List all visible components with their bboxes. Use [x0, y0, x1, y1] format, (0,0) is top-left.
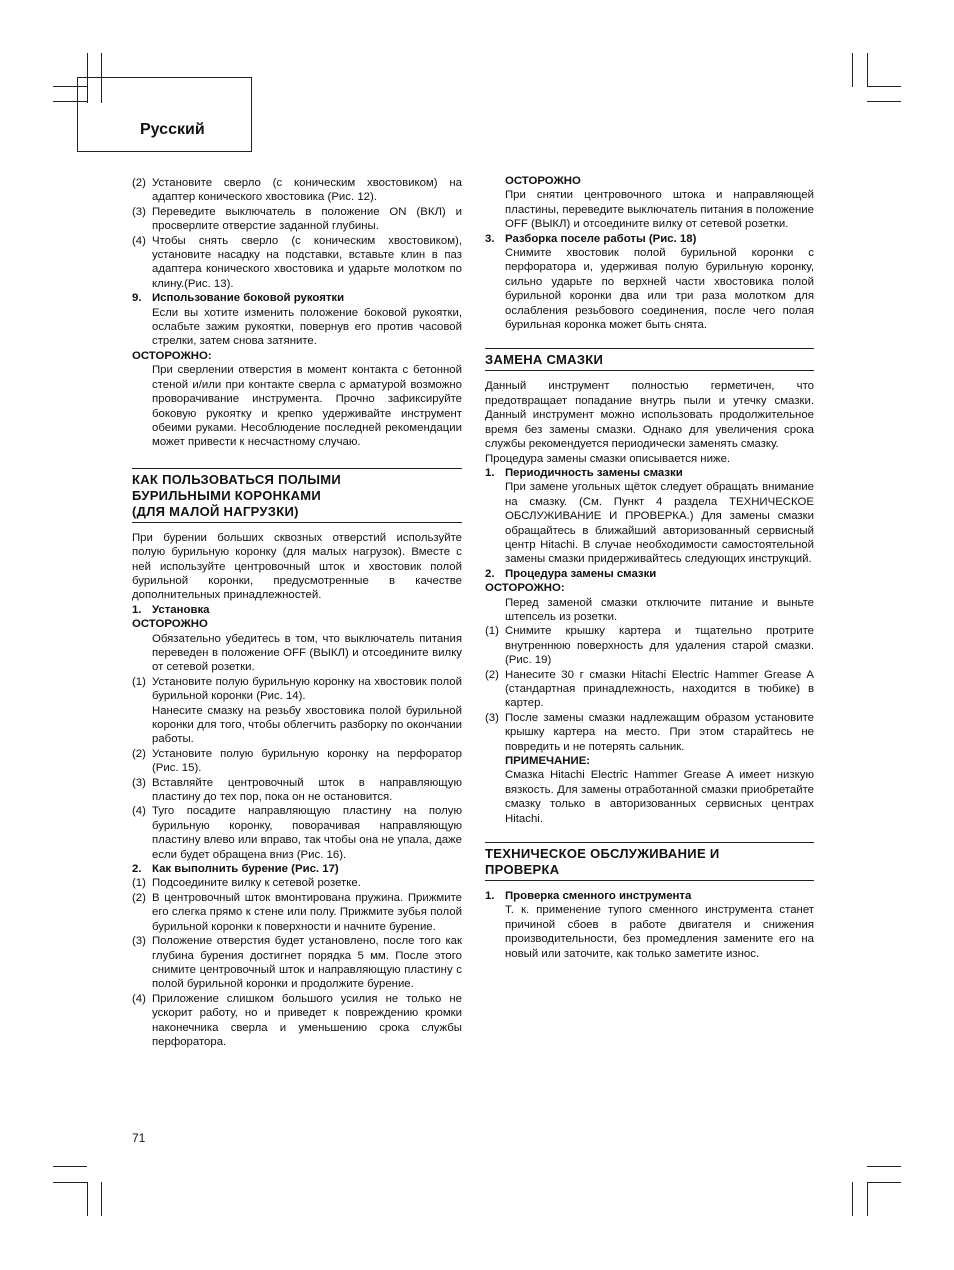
- subsection-heading: 1. Установка: [132, 603, 210, 616]
- caution-text: Обязательно убедитесь в том, что выключатель питания переведен в положение OFF (ВЫКЛ) и отсоедините вилку от сетевой розетки.: [152, 632, 462, 674]
- caution-label: ОСТОРОЖНО: [132, 618, 208, 631]
- subsection-heading: 3. Разборка поселе работы (Рис. 18): [485, 232, 697, 245]
- list-item: (1) Установите полую бурильную коронку на хвостовик полой бурильной коронки (Рис. 14). Нанесите смазку на резьбу хвостовика полой бурильной коронки для того, чтобы облегчить разборку по окончании работы.: [132, 675, 462, 746]
- section-title: КАК ПОЛЬЗОВАТЬСЯ ПОЛЫМИ БУРИЛЬНЫМИ КОРОНКАМИ (ДЛЯ МАЛОЙ НАГРУЗКИ): [132, 468, 462, 523]
- subsection-heading: 9. Использование боковой рукоятки: [132, 292, 345, 305]
- crop-mark: [53, 1166, 87, 1167]
- paragraph: Процедура замены смазки описывается ниже.: [485, 452, 731, 465]
- subsection-heading: 2. Процедура замены смазки: [485, 567, 657, 580]
- crop-mark: [867, 1182, 868, 1216]
- list-item: (1) Подсоедините вилку к сетевой розетке.: [132, 877, 361, 890]
- list-item: (4) Чтобы снять сверло (с коническим хвостовиком), установите насадку на подставки, вставьте клин в паз адаптера конического хвостовика и ударьте молотком по клину.(Рис. 13).: [132, 234, 462, 290]
- list-item: (3) Вставляйте центровочный шток в направляющую пластину до тех пор, пока он не остановится.: [132, 776, 462, 804]
- list-item: (3) Положение отверстия будет установлено, после того как глубина бурения достигнет порядка 5 мм. После этого снимите центровочный шток и направляющую пластину с полой бурильной коронки и продолжите бурение.: [132, 935, 462, 991]
- list-item: (2) Установите сверло (с коническим хвостовиком) на адаптер конического хвостовика (Рис. 12).: [132, 177, 462, 204]
- caution-label: ОСТОРОЖНО: [505, 175, 581, 187]
- paragraph: Данный инструмент полностью герметичен, что предотвращает попадание внутрь пыли и утечку смазки. Данный инструмент можно использовать продолжительное время без замены смазки. Однако для увеличения срока службы рекомендуется периодически заменять смазку.: [485, 380, 814, 451]
- caution-text: Перед заменой смазки отключите питание и выньте штепсель из розетки.: [505, 596, 814, 623]
- crop-mark: [867, 1182, 901, 1183]
- crop-mark: [53, 1182, 87, 1183]
- language-label: Русский: [140, 121, 205, 138]
- caution-text: При сверлении отверстия в момент контакта с бетонной стеной и/или при контакте сверла с арматурой возможно проворачивание инструмента. Прочно зафиксируйте боковую рукоятку и крепко удерживайте инструмент обеими руками. Несоблюдение последней рекомендации может привести к несчастному случаю.: [152, 364, 462, 449]
- language-header-box: [77, 77, 252, 152]
- crop-mark: [867, 86, 901, 87]
- section-title: ТЕХНИЧЕСКОЕ ОБСЛУЖИВАНИЕ И ПРОВЕРКА: [485, 842, 814, 881]
- note-label: ПРИМЕЧАНИЕ:: [505, 755, 591, 768]
- list-item: (2) В центровочный шток вмонтирована пружина. Прижмите его слегка прямо к стене или полу. Прижмите зубья полой бурильной коронки к поверхности и начните бурение.: [132, 891, 462, 933]
- caution-text: При снятии центровочного штока и направляющей пластины, переведите выключатель питания в положение OFF (ВЫКЛ) и отсоедините вилку от сетевой розетки.: [505, 189, 814, 231]
- right-column: [485, 174, 814, 961]
- page-number: 71: [132, 1131, 146, 1145]
- list-item: (3) Переведите выключатель в положение ON (ВКЛ) и просверлите отверстие заданной глубины.: [132, 205, 462, 233]
- paragraph: Т. к. применение тупого сменного инструмента станет причиной сбоев в работе двигателя и снижения производительности, без промедления замените его на новый или заточите, как только заметите износ.: [505, 904, 814, 960]
- caution-label: ОСТОРОЖНО:: [485, 582, 565, 595]
- note-text: Смазка Hitachi Electric Hammer Grease A имеет низкую вязкость. Для замены отработанной смазки приобретайте смазку только в авторизованных сервисных центрах Hitachi.: [505, 769, 814, 825]
- crop-mark: [852, 53, 853, 87]
- subsection-heading: 1. Периодичность замены смазки: [485, 466, 683, 479]
- subsection-heading: 2. Как выполнить бурение (Рис. 17): [132, 863, 339, 876]
- crop-mark: [867, 53, 868, 87]
- section-title: ЗАМЕНА СМАЗКИ: [485, 348, 814, 371]
- crop-mark: [852, 1182, 853, 1216]
- list-item: (1) Снимите крышку картера и тщательно протрите внутреннюю поверхность для удаления старой смазки. (Рис. 19): [485, 625, 814, 667]
- paragraph: Если вы хотите изменить положение боковой рукоятки, ослабьте зажим рукоятки, повернув его против часовой стрелки, затем снова затяните.: [152, 306, 462, 348]
- caution-label: ОСТОРОЖНО:: [132, 349, 212, 362]
- paragraph: Снимите хвостовик полой бурильной коронки с перфоратора и, удерживая полую бурильную коронку, сильно ударьте по верхней части хвостовика полой бурильной коронки два или три раза молотком для ослабления резьбового соединения, после чего полая бурильная коронка может быть снята.: [505, 247, 814, 332]
- list-item: (4) Туго посадите направляющую пластину на полую бурильную коронку, поворачивая направляющую пластину влево или вправо, так чтобы она не упала, даже если будет обращена вниз (Рис. 16).: [132, 805, 462, 861]
- crop-mark: [87, 1182, 88, 1216]
- list-item: (4) Приложение слишком большого усилия не только не ускорит работу, но и приведет к повреждению кромки наконечника сверла и уменьшению срока службы перфоратора.: [132, 992, 462, 1048]
- list-item: (3) После замены смазки надлежащим образом установите крышку картера на место. При этом старайтесь не повредить и не потерять сальник.: [485, 711, 814, 753]
- crop-mark: [867, 101, 901, 102]
- paragraph: При бурении больших сквозных отверстий используйте полую бурильную коронку (для малых нагрузок). Вместе с ней используйте центровочный шток и хвостовик полой бурильной коронки, предусмотренные в качестве дополнительных принадлежностей.: [132, 531, 462, 602]
- crop-mark: [101, 1182, 102, 1216]
- list-item: (2) Нанесите 30 г смазки Hitachi Electric Hammer Grease A (стандартная принадлежность, находится в тюбике) в картер.: [485, 668, 814, 710]
- crop-mark: [867, 1166, 901, 1167]
- list-item: (2) Установите полую бурильную коронку на перфоратор (Рис. 15).: [132, 747, 462, 775]
- subsection-heading: 1. Проверка сменного инструмента: [485, 890, 692, 903]
- paragraph: При замене угольных щёток следует обращать внимание на смазку. (См. Пункт 4 раздела ТЕХНИЧЕСКОЕ ОБСЛУЖИВАНИЕ И ПРОВЕРКА.) Для замены смазки обращайтесь в ближайший авторизованный сервисный центр Hitachi. В случае необходимости самостоятельной замены смазки придерживайтесь следующих инструкций.: [505, 481, 814, 566]
- left-column: [132, 176, 462, 1049]
